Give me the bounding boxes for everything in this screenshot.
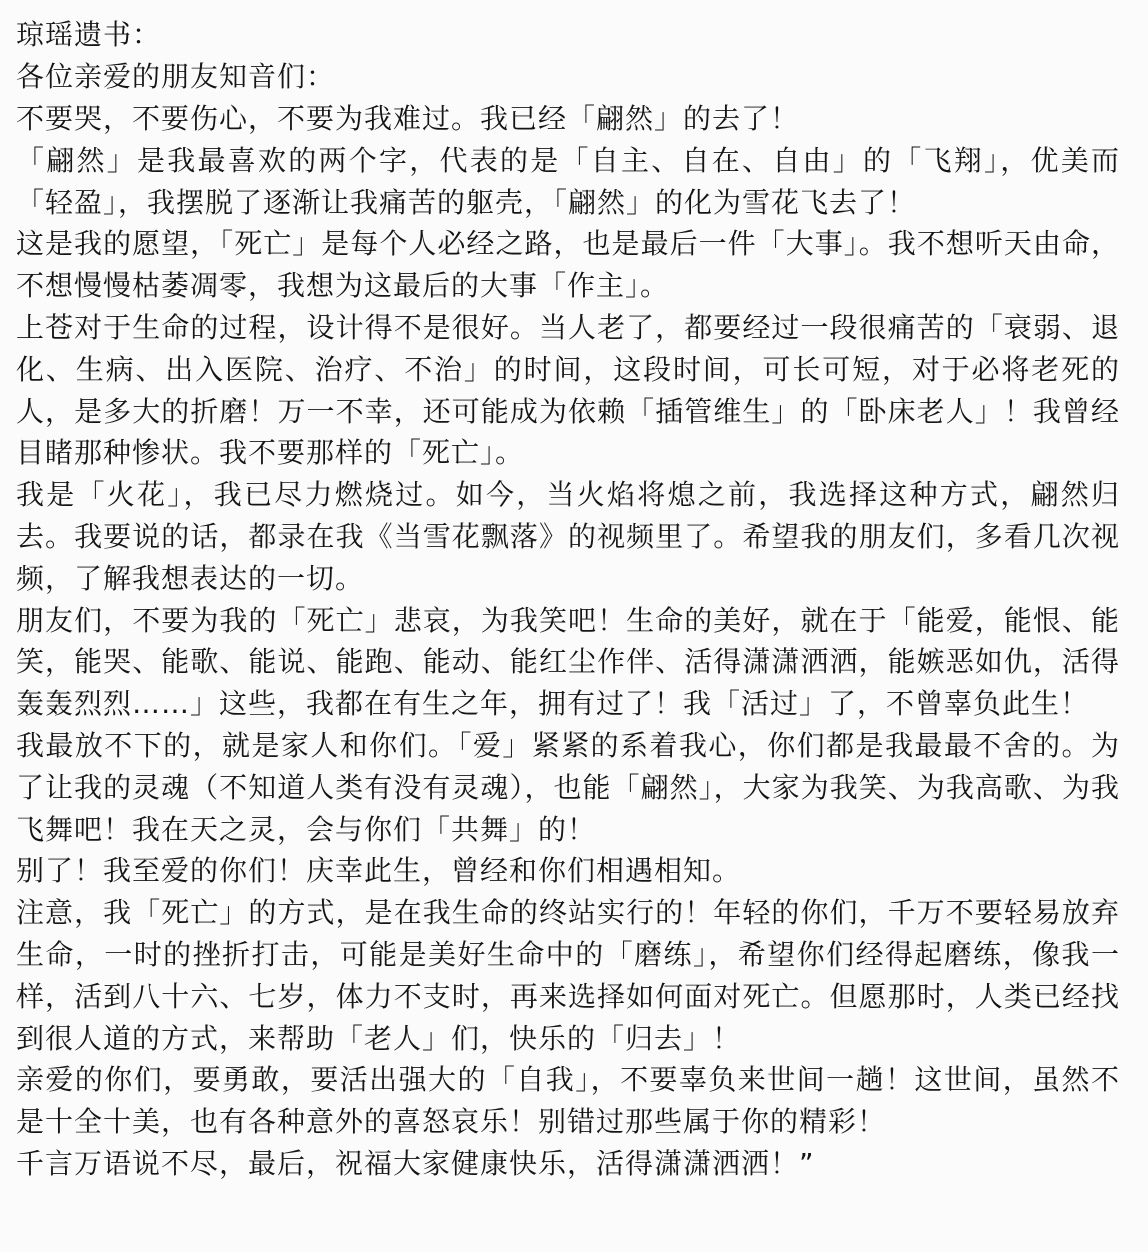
paragraph-6: 朋友们，不要为我的「死亡」悲哀，为我笑吧！生命的美好，就在于「能爱，能恨、能笑，能哭、能歌、能说、能跑、能动、能红尘作伴、活得潇潇洒洒，能嫉恶如仇，活得轰轰烈烈……」这些，我都在有生之年，拥有过了！我「活过」了，不曾辜负此生！ <box>16 603 1120 721</box>
paragraph-8: 别了！我至爱的你们！庆幸此生，曾经和你们相遇相知。 <box>16 854 742 888</box>
letter-title: 琼瑶遗书： <box>16 18 162 51</box>
paragraph-10: 亲爱的你们，要勇敢，要活出强大的「自我」，不要辜负来世间一趟！这世间，虽然不是十全十美，也有各种意外的喜怒哀乐！别错过那些属于你的精彩！ <box>16 1063 1120 1139</box>
paragraph-3: 这是我的愿望，「死亡」是每个人必经之路，也是最后一件「大事」。我不想听天由命，不想慢慢枯萎凋零，我想为这最后的大事「作主」。 <box>16 227 1120 303</box>
paragraph-9: 注意，我「死亡」的方式，是在我生命的终站实行的！年轻的你们，千万不要轻易放弃生命，一时的挫折打击，可能是美好生命中的「磨练」，希望你们经得起磨练，像我一样，活到八十六、七岁，体力不支时，再来选择如何面对死亡。但愿那时，人类已经找到很人道的方式，来帮助「老人」们，快乐的「归去」！ <box>16 896 1120 1055</box>
paragraph-4: 上苍对于生命的过程，设计得不是很好。当人老了，都要经过一段很痛苦的「衰弱、退化、生病、出入医院、治疗、不治」的时间，这段时间，可长可短，对于必将老死的人，是多大的折磨！万一不幸，还可能成为依赖「插管维生」的「卧床老人」！我曾经目睹那种惨状。我不要那样的「死亡」。 <box>16 310 1120 470</box>
paragraph-5: 我是「火花」，我已尽力燃烧过。如今，当火焰将熄之前，我选择这种方式，翩然归去。我要说的话，都录在我《当雪花飘落》的视频里了。希望我的朋友们，多看几次视频，了解我想表达的一切。 <box>16 478 1120 595</box>
letter-greeting: 各位亲爱的朋友知音们： <box>16 60 336 93</box>
paragraph-11: 千言万语说不尽，最后，祝福大家健康快乐，活得潇潇洒洒！” <box>16 1146 815 1180</box>
paragraph-1: 不要哭，不要伤心，不要为我难过。我已经「翩然」的去了！ <box>16 102 800 135</box>
paragraph-7: 我最放不下的，就是家人和你们。「爱」紧紧的系着我心，你们都是我最最不舍的。为了让我的灵魂（不知道人类有没有灵魂），也能「翩然」，大家为我笑、为我高歌、为我飞舞吧！我在天之灵，会与你们「共舞」的！ <box>16 728 1120 846</box>
paragraph-2: 「翩然」是我最喜欢的两个字，代表的是「自主、自在、自由」的「飞翔」，优美而「轻盈」，我摆脱了逐渐让我痛苦的躯壳，「翩然」的化为雪花飞去了！ <box>16 143 1120 219</box>
